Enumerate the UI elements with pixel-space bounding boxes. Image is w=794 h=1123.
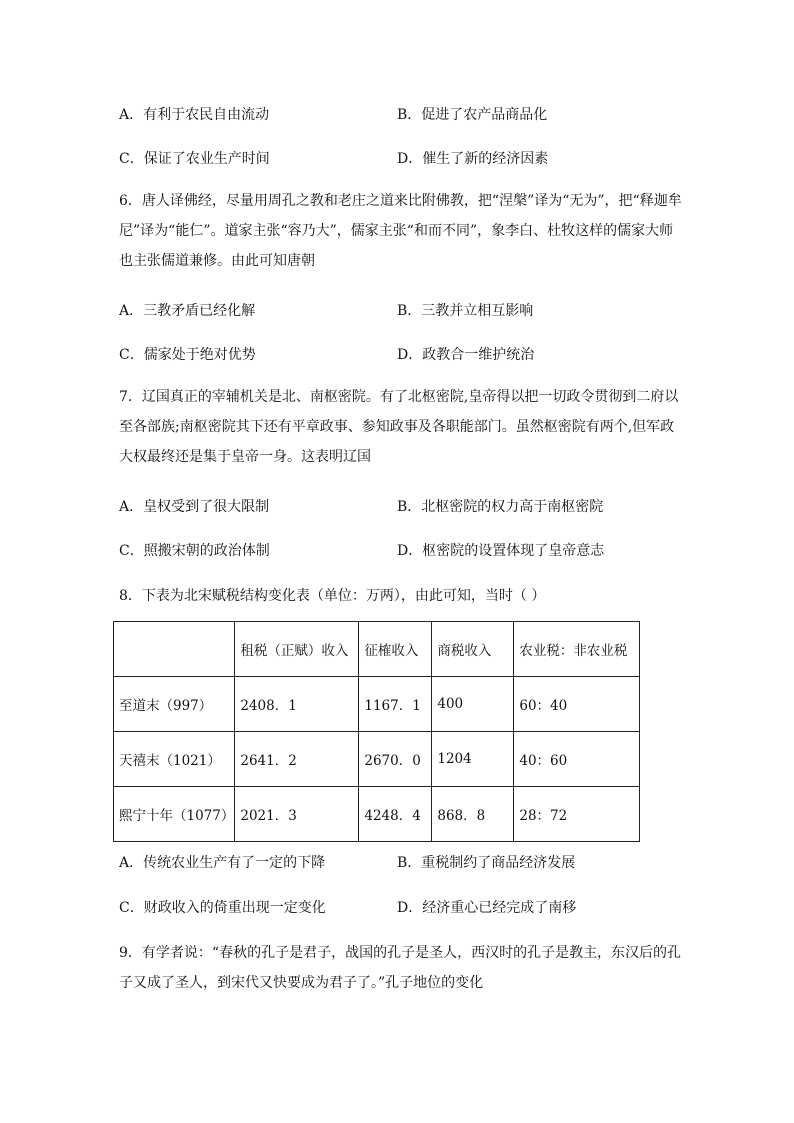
q6-option-d: D．政教合一维护统治 bbox=[397, 347, 535, 363]
q5-option-b: B．促进了农产品商品化 bbox=[397, 107, 548, 123]
q8-option-b: B．重税制约了商品经济发展 bbox=[397, 855, 576, 871]
q8-stem: 8．下表为北宋赋税结构变化表（单位：万两），由此可知，当时（ ） bbox=[119, 588, 546, 604]
table-header-cell: 租税（正赋）收入 bbox=[235, 622, 359, 677]
table-cell: 1204 bbox=[432, 732, 514, 787]
q5-option-a: A．有利于农民自由流动 bbox=[119, 107, 270, 123]
table-cell: 至道末（997） bbox=[114, 677, 235, 732]
q6-option-a: A．三教矛盾已经化解 bbox=[119, 303, 256, 319]
q6-option-b: B．三教并立相互影响 bbox=[397, 303, 534, 319]
q8-option-c: C．财政收入的倚重出现一定变化 bbox=[119, 900, 326, 916]
tax-structure-table bbox=[113, 621, 640, 842]
table-cell: 天禧末（1021） bbox=[114, 732, 235, 787]
table-header-cell: 征榷收入 bbox=[359, 622, 432, 677]
q5-option-c: C．保证了农业生产时间 bbox=[119, 151, 270, 167]
q7-stem bbox=[119, 382, 689, 472]
q7-stem-line: 至各部族;南枢密院其下还有平章政事、参知政事及各职能部门。虽然枢密院有两个,但军政 bbox=[119, 419, 675, 435]
q7-option-d: D．枢密院的设置体现了皇帝意志 bbox=[397, 543, 605, 559]
table-header-cell: 农业税：非农业税 bbox=[514, 622, 640, 677]
table-cell: 2670．0 bbox=[359, 732, 432, 787]
q7-option-a: A．皇权受到了很大限制 bbox=[119, 499, 270, 515]
q6-stem-line: 尼”译为“能仁”。道家主张“容乃大”，儒家主张“和而不同”，象李白、杜牧这样的儒家大师 bbox=[119, 223, 674, 239]
table-cell: 1167．1 bbox=[359, 677, 432, 732]
q8-option-a: A．传统农业生产有了一定的下降 bbox=[119, 855, 326, 871]
table-row bbox=[114, 787, 640, 842]
q9-stem-line: 9．有学者说：“春秋的孔子是君子，战国的孔子是圣人，西汉时的孔子是教主，东汉后的孔 bbox=[119, 945, 682, 961]
table-cell: 60：40 bbox=[514, 677, 640, 732]
q7-option-b: B．北枢密院的权力高于南枢密院 bbox=[397, 499, 604, 515]
table-cell: 40：60 bbox=[514, 732, 640, 787]
q9-stem-line: 子又成了圣人，到宋代又快要成为君子了。”孔子地位的变化 bbox=[119, 975, 484, 991]
q6-stem bbox=[119, 186, 689, 276]
q9-stem bbox=[119, 938, 689, 998]
table-cell: 熙宁十年（1077） bbox=[114, 787, 235, 842]
q6-stem-line: 6．唐人译佛经，尽量用周孔之教和老庄之道来比附佛教，把“涅槃”译为“无为”，把“释迦牟 bbox=[119, 193, 682, 209]
table-row bbox=[114, 677, 640, 732]
table-cell: 28：72 bbox=[514, 787, 640, 842]
q8-option-d: D．经济重心已经完成了南移 bbox=[397, 900, 577, 916]
q6-option-c: C．儒家处于绝对优势 bbox=[119, 347, 256, 363]
q5-option-d: D．催生了新的经济因素 bbox=[397, 151, 549, 167]
q7-stem-line: 大权最终还是集于皇帝一身。这表明辽国 bbox=[119, 449, 371, 465]
table-header-row bbox=[114, 622, 640, 677]
table-cell: 4248．4 bbox=[359, 787, 432, 842]
table-cell: 868．8 bbox=[432, 787, 514, 842]
table-row bbox=[114, 732, 640, 787]
q6-stem-line: 也主张儒道兼修。由此可知唐朝 bbox=[119, 253, 315, 269]
table-cell: 2021．3 bbox=[235, 787, 359, 842]
table-cell: 400 bbox=[432, 677, 514, 732]
q7-stem-line: 7．辽国真正的宰辅机关是北、南枢密院。有了北枢密院,皇帝得以把一切政令贯彻到二府以 bbox=[119, 389, 679, 405]
table-header-cell: 商税收入 bbox=[432, 622, 514, 677]
q7-option-c: C．照搬宋朝的政治体制 bbox=[119, 543, 270, 559]
table-cell: 2408．1 bbox=[235, 677, 359, 732]
table-cell: 2641．2 bbox=[235, 732, 359, 787]
table-header-cell bbox=[114, 622, 235, 677]
